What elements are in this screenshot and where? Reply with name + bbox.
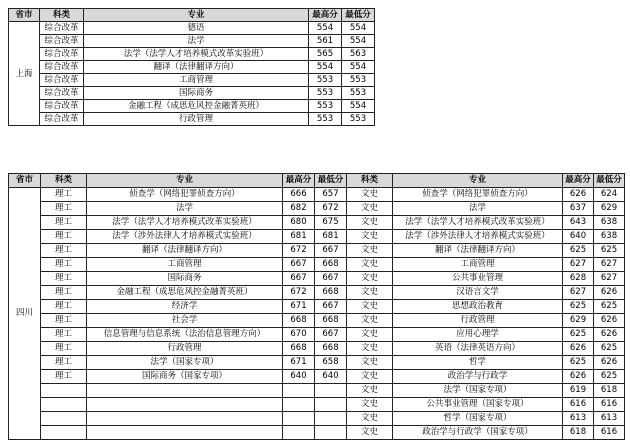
- arts-min-score-cell: 616: [594, 398, 625, 412]
- science-category-cell: 理工: [41, 272, 87, 286]
- arts-max-score-cell: 627: [563, 286, 594, 300]
- arts-min-score-cell: 626: [594, 314, 625, 328]
- table-row: [9, 412, 625, 426]
- arts-major-cell: 哲学: [393, 356, 563, 370]
- empty-cell: [87, 426, 283, 440]
- science-max-score-cell: 681: [283, 230, 315, 244]
- science-major-cell: 国际商务（国家专项）: [87, 370, 283, 384]
- science-max-score-cell: 667: [283, 272, 315, 286]
- max-score-cell: 553: [309, 113, 342, 126]
- major-cell: 法学: [84, 35, 309, 48]
- arts-major-cell: 汉语言文学: [393, 286, 563, 300]
- header-category-arts: 科类: [347, 174, 393, 188]
- science-max-score-cell: 667: [283, 258, 315, 272]
- science-category-cell: 理工: [41, 244, 87, 258]
- arts-min-score-cell: 625: [594, 370, 625, 384]
- arts-min-score-cell: 624: [594, 188, 625, 202]
- arts-category-cell: 文史: [347, 398, 393, 412]
- arts-category-cell: 文史: [347, 426, 393, 440]
- category-cell: 综合改革: [40, 61, 84, 74]
- science-min-score-cell: 667: [315, 328, 347, 342]
- science-major-cell: 侦查学（网络犯罪侦查方向）: [87, 188, 283, 202]
- arts-max-score-cell: 625: [563, 328, 594, 342]
- arts-category-cell: 文史: [347, 286, 393, 300]
- science-min-score-cell: 667: [315, 300, 347, 314]
- header-max-score-arts: 最高分: [563, 174, 594, 188]
- arts-category-cell: 文史: [347, 300, 393, 314]
- min-score-cell: 553: [342, 74, 375, 87]
- arts-major-cell: 行政管理: [393, 314, 563, 328]
- arts-max-score-cell: 629: [563, 314, 594, 328]
- arts-max-score-cell: 626: [563, 188, 594, 202]
- max-score-cell: 565: [309, 48, 342, 61]
- table-row: [9, 61, 375, 74]
- table-row: [9, 398, 625, 412]
- table-row: [9, 87, 375, 100]
- arts-min-score-cell: 625: [594, 342, 625, 356]
- arts-major-cell: 工商管理: [393, 258, 563, 272]
- arts-min-score-cell: 625: [594, 300, 625, 314]
- max-score-cell: 553: [309, 87, 342, 100]
- empty-cell: [315, 426, 347, 440]
- table-row: [9, 35, 375, 48]
- arts-max-score-cell: 625: [563, 244, 594, 258]
- science-min-score-cell: 657: [315, 188, 347, 202]
- arts-max-score-cell: 626: [563, 342, 594, 356]
- empty-cell: [41, 426, 87, 440]
- arts-category-cell: 文史: [347, 328, 393, 342]
- header-major-arts: 专业: [393, 174, 563, 188]
- table-header-row: [9, 9, 375, 22]
- max-score-cell: 554: [309, 61, 342, 74]
- max-score-cell: 554: [309, 22, 342, 35]
- science-max-score-cell: 670: [283, 328, 315, 342]
- arts-max-score-cell: 625: [563, 300, 594, 314]
- table-row: [9, 74, 375, 87]
- arts-major-cell: 法学（法学人才培养模式改革实验班）: [393, 216, 563, 230]
- arts-category-cell: 文史: [347, 188, 393, 202]
- min-score-cell: 553: [342, 87, 375, 100]
- header-province: 省市: [9, 9, 40, 22]
- table-row: [9, 272, 625, 286]
- arts-max-score-cell: 643: [563, 216, 594, 230]
- science-major-cell: 金融工程（成思危风控金融菁英班）: [87, 286, 283, 300]
- province-cell: 上海: [9, 22, 40, 126]
- empty-cell: [315, 384, 347, 398]
- arts-max-score-cell: 618: [563, 426, 594, 440]
- science-major-cell: 翻译（法律翻译方向）: [87, 244, 283, 258]
- arts-category-cell: 文史: [347, 412, 393, 426]
- arts-max-score-cell: 613: [563, 412, 594, 426]
- empty-cell: [87, 384, 283, 398]
- arts-category-cell: 文史: [347, 342, 393, 356]
- arts-max-score-cell: 625: [563, 356, 594, 370]
- empty-cell: [283, 398, 315, 412]
- science-category-cell: 理工: [41, 300, 87, 314]
- arts-category-cell: 文史: [347, 356, 393, 370]
- table-row: [9, 216, 625, 230]
- science-category-cell: 理工: [41, 356, 87, 370]
- arts-min-score-cell: 613: [594, 412, 625, 426]
- science-category-cell: 理工: [41, 230, 87, 244]
- arts-major-cell: 公共事业管理（国家专项）: [393, 398, 563, 412]
- empty-cell: [41, 384, 87, 398]
- arts-max-score-cell: 627: [563, 258, 594, 272]
- science-max-score-cell: 671: [283, 356, 315, 370]
- table-row: [9, 384, 625, 398]
- science-major-cell: 国际商务: [87, 272, 283, 286]
- arts-major-cell: 公共事业管理: [393, 272, 563, 286]
- empty-cell: [87, 412, 283, 426]
- shanghai-admission-table: [8, 8, 375, 126]
- empty-cell: [315, 412, 347, 426]
- arts-major-cell: 应用心理学: [393, 328, 563, 342]
- major-cell: 工商管理: [84, 74, 309, 87]
- arts-min-score-cell: 627: [594, 272, 625, 286]
- arts-min-score-cell: 626: [594, 286, 625, 300]
- science-max-score-cell: 668: [283, 314, 315, 328]
- science-category-cell: 理工: [41, 216, 87, 230]
- science-category-cell: 理工: [41, 370, 87, 384]
- science-max-score-cell: 672: [283, 244, 315, 258]
- major-cell: 国际商务: [84, 87, 309, 100]
- science-max-score-cell: 668: [283, 342, 315, 356]
- arts-max-score-cell: 628: [563, 272, 594, 286]
- science-major-cell: 法学（涉外法律人才培养模式实验班）: [87, 230, 283, 244]
- arts-category-cell: 文史: [347, 202, 393, 216]
- arts-max-score-cell: 616: [563, 398, 594, 412]
- science-major-cell: 法学（法学人才培养模式改革实验班）: [87, 216, 283, 230]
- min-score-cell: 554: [342, 35, 375, 48]
- science-category-cell: 理工: [41, 188, 87, 202]
- table-row: [9, 328, 625, 342]
- arts-major-cell: 政治学与行政学（国家专项）: [393, 426, 563, 440]
- header-min-score: 最低分: [342, 9, 375, 22]
- arts-category-cell: 文史: [347, 230, 393, 244]
- science-category-cell: 理工: [41, 328, 87, 342]
- science-category-cell: 理工: [41, 342, 87, 356]
- science-min-score-cell: 667: [315, 244, 347, 258]
- arts-min-score-cell: 626: [594, 328, 625, 342]
- arts-major-cell: 政治学与行政学: [393, 370, 563, 384]
- header-major: 专业: [84, 9, 309, 22]
- category-cell: 综合改革: [40, 22, 84, 35]
- header-min-score-arts: 最低分: [594, 174, 625, 188]
- science-major-cell: 法学（国家专项）: [87, 356, 283, 370]
- empty-cell: [283, 384, 315, 398]
- arts-min-score-cell: 626: [594, 356, 625, 370]
- arts-category-cell: 文史: [347, 244, 393, 258]
- max-score-cell: 553: [309, 74, 342, 87]
- empty-cell: [87, 398, 283, 412]
- major-cell: 德语: [84, 22, 309, 35]
- science-min-score-cell: 658: [315, 356, 347, 370]
- science-max-score-cell: 640: [283, 370, 315, 384]
- arts-min-score-cell: 629: [594, 202, 625, 216]
- min-score-cell: 563: [342, 48, 375, 61]
- empty-cell: [41, 412, 87, 426]
- science-min-score-cell: 668: [315, 258, 347, 272]
- arts-major-cell: 法学（国家专项）: [393, 384, 563, 398]
- major-cell: 法学（法学人才培养模式改革实验班）: [84, 48, 309, 61]
- table-row: [9, 356, 625, 370]
- arts-category-cell: 文史: [347, 314, 393, 328]
- science-major-cell: 社会学: [87, 314, 283, 328]
- table-row: [9, 22, 375, 35]
- category-cell: 综合改革: [40, 48, 84, 61]
- min-score-cell: 554: [342, 100, 375, 113]
- min-score-cell: 553: [342, 113, 375, 126]
- arts-min-score-cell: 625: [594, 244, 625, 258]
- table-row: [9, 244, 625, 258]
- max-score-cell: 561: [309, 35, 342, 48]
- header-major: 专业: [87, 174, 283, 188]
- table-row: [9, 48, 375, 61]
- arts-major-cell: 翻译（法律翻译方向）: [393, 244, 563, 258]
- category-cell: 综合改革: [40, 74, 84, 87]
- table-row: [9, 100, 375, 113]
- science-category-cell: 理工: [41, 202, 87, 216]
- category-cell: 综合改革: [40, 35, 84, 48]
- science-min-score-cell: 640: [315, 370, 347, 384]
- sichuan-table-body: [9, 188, 625, 440]
- max-score-cell: 553: [309, 100, 342, 113]
- table-row: [9, 426, 625, 440]
- arts-category-cell: 文史: [347, 258, 393, 272]
- science-min-score-cell: 667: [315, 272, 347, 286]
- arts-major-cell: 侦查学（网络犯罪侦查方向）: [393, 188, 563, 202]
- arts-major-cell: 哲学（国家专项）: [393, 412, 563, 426]
- table-row: [9, 202, 625, 216]
- science-category-cell: 理工: [41, 314, 87, 328]
- arts-major-cell: 思想政治教育: [393, 300, 563, 314]
- science-max-score-cell: 671: [283, 300, 315, 314]
- header-category: 科类: [41, 174, 87, 188]
- arts-min-score-cell: 638: [594, 216, 625, 230]
- arts-major-cell: 法学: [393, 202, 563, 216]
- science-major-cell: 信息管理与信息系统（法治信息管理方向）: [87, 328, 283, 342]
- empty-cell: [41, 398, 87, 412]
- arts-category-cell: 文史: [347, 272, 393, 286]
- table-row: [9, 370, 625, 384]
- major-cell: 金融工程（成思危风控金融菁英班）: [84, 100, 309, 113]
- science-min-score-cell: 668: [315, 286, 347, 300]
- science-min-score-cell: 681: [315, 230, 347, 244]
- science-category-cell: 理工: [41, 286, 87, 300]
- shanghai-table-body: [9, 22, 375, 126]
- category-cell: 综合改革: [40, 87, 84, 100]
- science-min-score-cell: 672: [315, 202, 347, 216]
- table-row: [9, 113, 375, 126]
- arts-major-cell: 法学（涉外法律人才培养模式实验班）: [393, 230, 563, 244]
- min-score-cell: 554: [342, 22, 375, 35]
- science-major-cell: 行政管理: [87, 342, 283, 356]
- empty-cell: [315, 398, 347, 412]
- category-cell: 综合改革: [40, 113, 84, 126]
- table-row: [9, 300, 625, 314]
- science-max-score-cell: 682: [283, 202, 315, 216]
- category-cell: 综合改革: [40, 100, 84, 113]
- table-row: [9, 314, 625, 328]
- table-row: [9, 258, 625, 272]
- arts-category-cell: 文史: [347, 216, 393, 230]
- arts-category-cell: 文史: [347, 370, 393, 384]
- table-row: [9, 188, 625, 202]
- sichuan-admission-table: [8, 173, 625, 440]
- major-cell: 翻译（法律翻译方向）: [84, 61, 309, 74]
- arts-max-score-cell: 626: [563, 370, 594, 384]
- header-category: 科类: [40, 9, 84, 22]
- min-score-cell: 554: [342, 61, 375, 74]
- empty-cell: [283, 426, 315, 440]
- arts-min-score-cell: 616: [594, 426, 625, 440]
- table-row: [9, 286, 625, 300]
- science-major-cell: 法学: [87, 202, 283, 216]
- science-min-score-cell: 668: [315, 342, 347, 356]
- science-max-score-cell: 672: [283, 286, 315, 300]
- arts-min-score-cell: 627: [594, 258, 625, 272]
- header-max-score: 最高分: [309, 9, 342, 22]
- header-min-score: 最低分: [315, 174, 347, 188]
- arts-max-score-cell: 637: [563, 202, 594, 216]
- empty-cell: [283, 412, 315, 426]
- science-major-cell: 经济学: [87, 300, 283, 314]
- arts-min-score-cell: 638: [594, 230, 625, 244]
- arts-max-score-cell: 619: [563, 384, 594, 398]
- province-cell: 四川: [9, 188, 41, 440]
- science-category-cell: 理工: [41, 258, 87, 272]
- header-province: 省市: [9, 174, 41, 188]
- arts-max-score-cell: 640: [563, 230, 594, 244]
- science-min-score-cell: 668: [315, 314, 347, 328]
- table-row: [9, 342, 625, 356]
- table-header-row: [9, 174, 625, 188]
- arts-min-score-cell: 618: [594, 384, 625, 398]
- science-max-score-cell: 666: [283, 188, 315, 202]
- science-max-score-cell: 680: [283, 216, 315, 230]
- arts-category-cell: 文史: [347, 384, 393, 398]
- science-major-cell: 工商管理: [87, 258, 283, 272]
- header-max-score: 最高分: [283, 174, 315, 188]
- table-row: [9, 230, 625, 244]
- arts-major-cell: 英语（法律英语方向）: [393, 342, 563, 356]
- science-min-score-cell: 675: [315, 216, 347, 230]
- major-cell: 行政管理: [84, 113, 309, 126]
